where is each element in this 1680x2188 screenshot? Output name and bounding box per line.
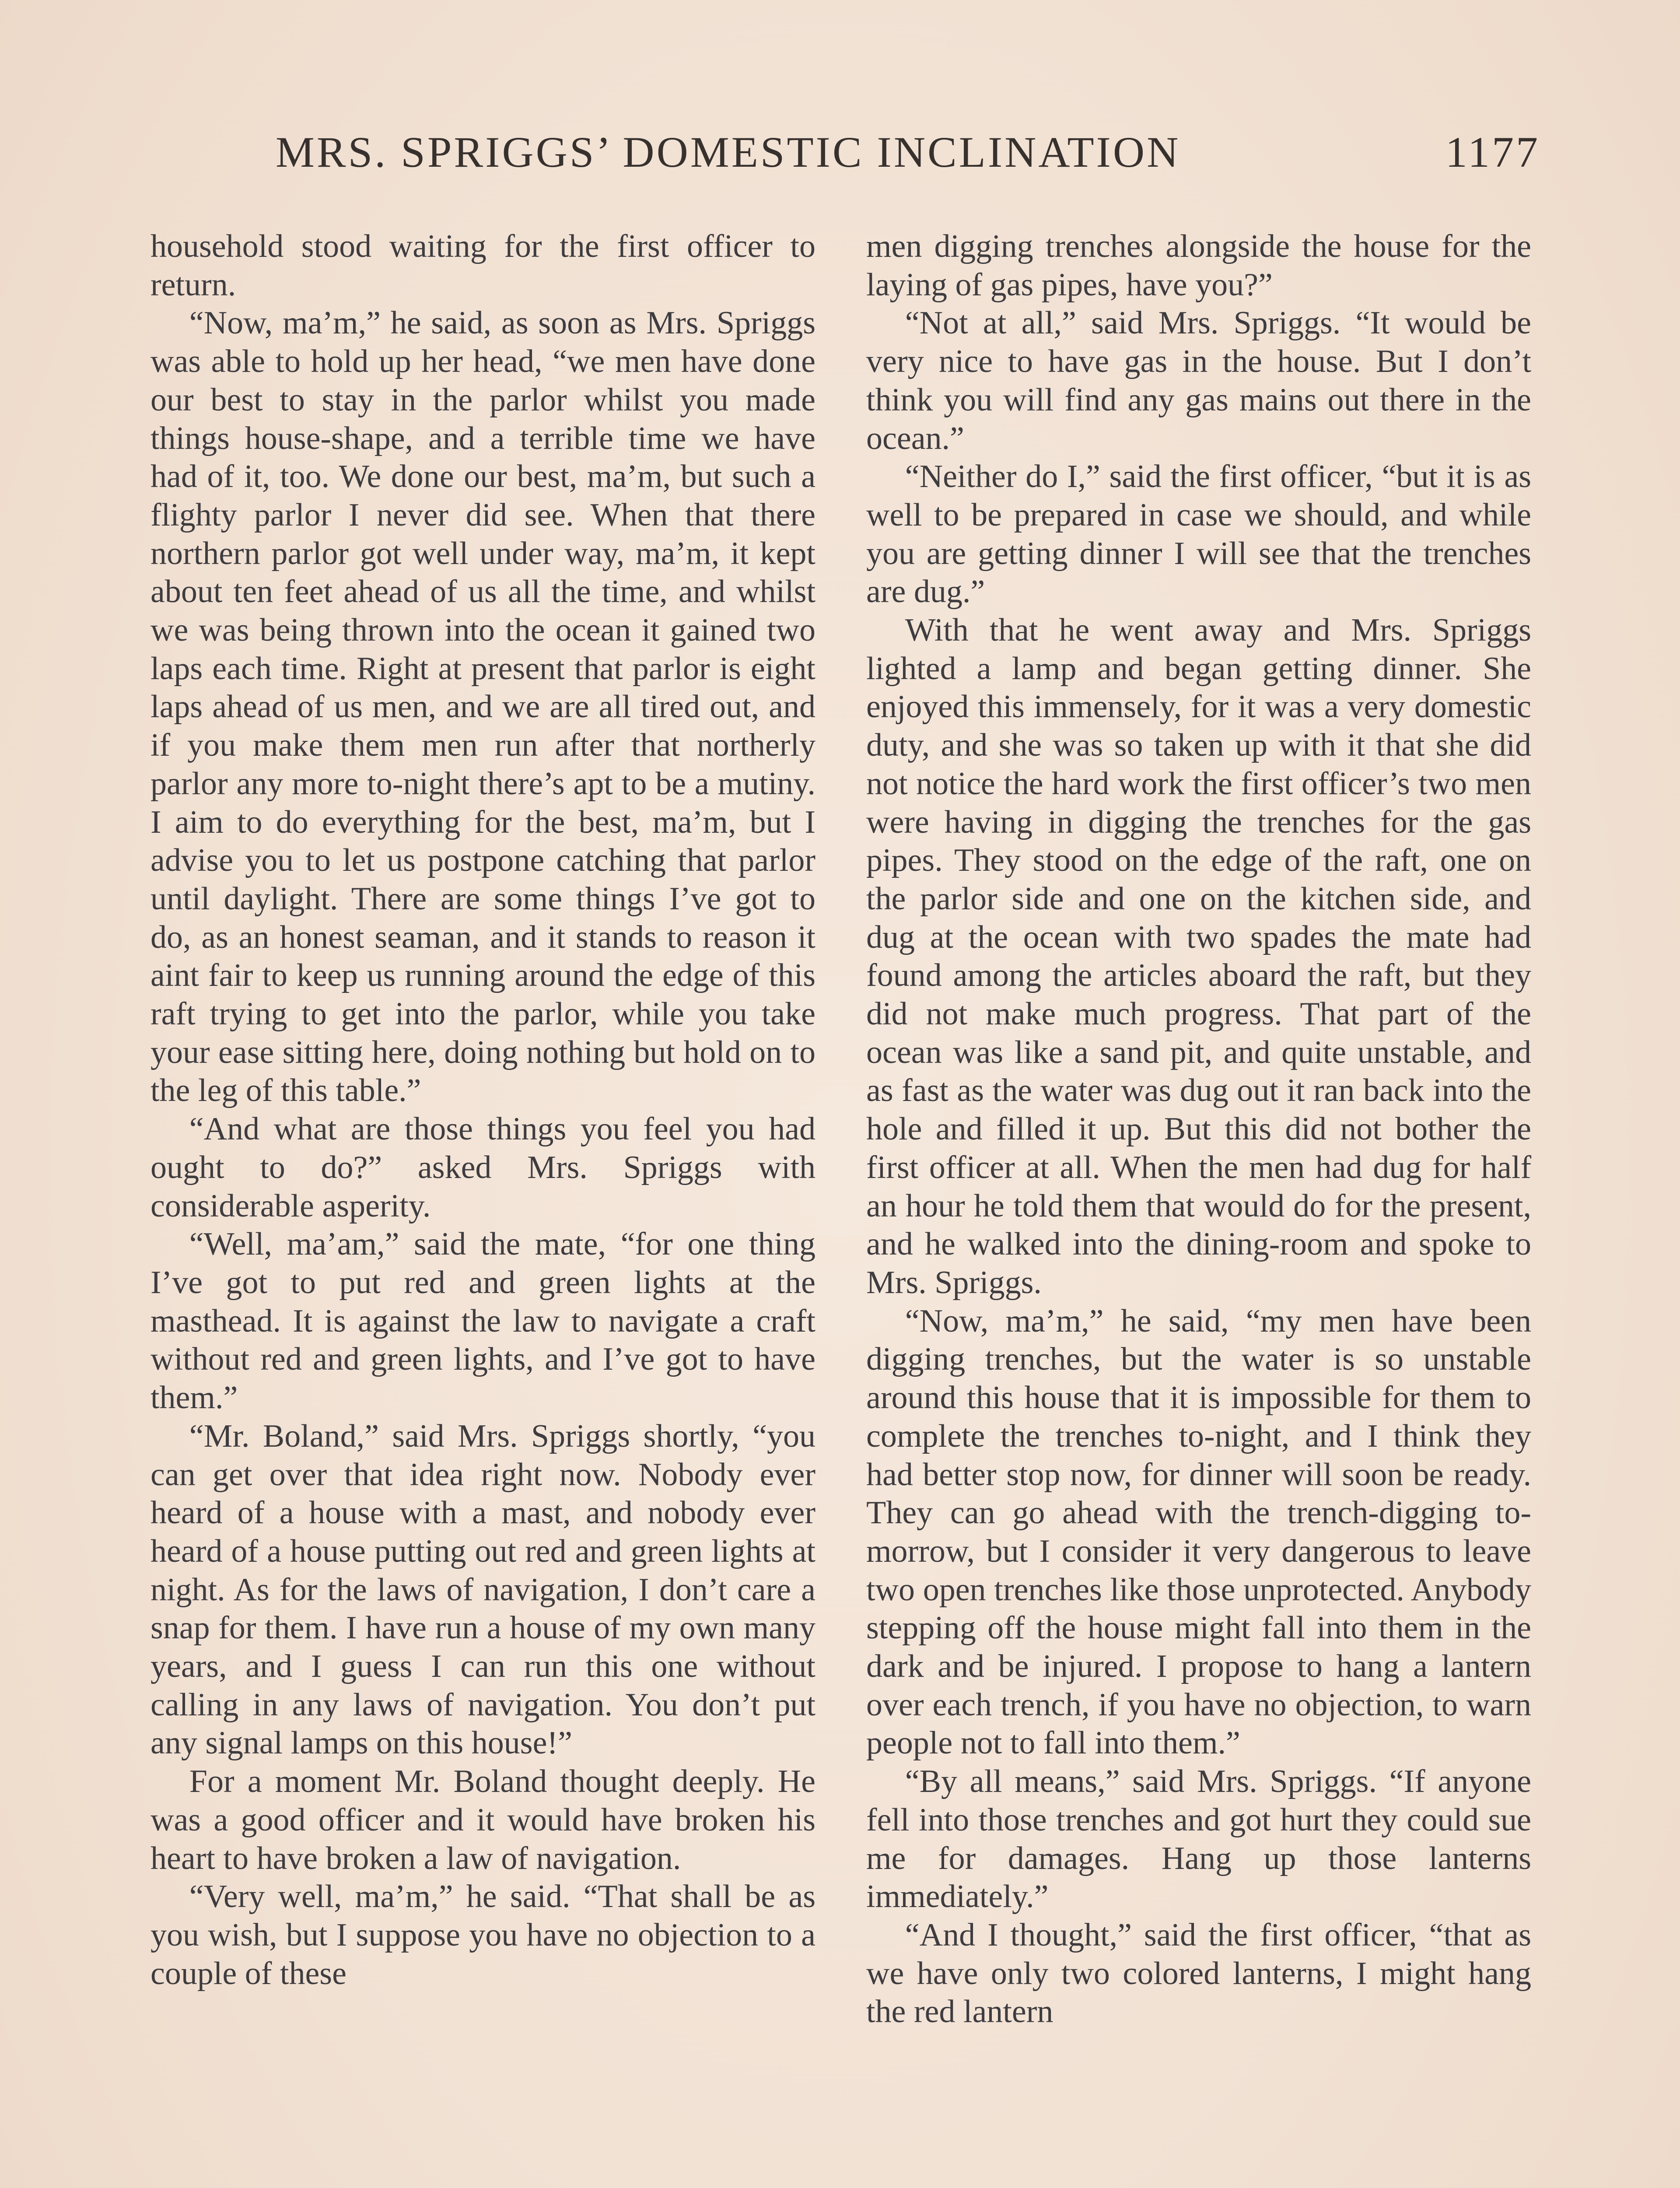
paragraph: “Now, ma’m,” he said, “my men have been digging trenches, but the water is so unstable around this house that it is impossible for them to complete the trenches to-night, and I think they had better stop now, for dinner will soon be ready. They can go ahead with the trench-digging to-morrow, but I consider it very dangerous to leave two open trenches like those unprotected. Anybody stepping off the house might fall into them in the dark and be injured. I propose to hang a lantern over each trench, if you have no objection, to warn people not to fall into them.” xyxy=(866,1303,1531,1761)
paragraph: “Mr. Boland,” said Mrs. Spriggs shortly, “you can get over that idea right now. Nobody ever heard of a house with a mast, and nobody ever heard of a house putting out red and green lights at night. As for the laws of navigation, I don’t care a snap for them. I have run a house of my own many years, and I guess I can run this one without calling in any laws of navigation. You don’t put any signal lamps on this house!” xyxy=(150,1418,816,1761)
paragraph: “Very well, ma’m,” he said. “That shall be as you wish, but I suppose you have no objection to a couple of these xyxy=(150,1879,816,1992)
paragraph: “And what are those things you feel you had ought to do?” asked Mrs. Spriggs with considerable asperity. xyxy=(150,1111,816,1224)
paragraph: “Now, ma’m,” he said, as soon as Mrs. Spriggs was able to hold up her head, “we men have done our best to stay in the parlor whilst you made things house-shape, and a terrible time we have had of it, too. We done our best, ma’m, but such a flighty parlor I never did see. When that there northern parlor got well under way, ma’m, it kept about ten feet ahead of us all the time, and whilst we was being thrown into the ocean it gained two laps each time. Right at present that parlor is eight laps ahead of us men, and we are all tired out, and if you make them men run after that northerly parlor any more to-night there’s apt to be a mutiny. I aim to do everything for the best, ma’m, but I advise you to let us postpone catching that parlor until daylight. There are some things I’ve got to do, as an honest seaman, and it stands to reason it aint fair to keep us running around the edge of this raft trying to get into the parlor, while you take your ease sitting here, doing nothing but hold on to the leg of this table.” xyxy=(150,305,816,1109)
paragraph: “And I thought,” said the first officer, “that as we have only two colored lanterns, I might hang the red lantern xyxy=(866,1917,1531,2030)
paragraph: For a moment Mr. Boland thought deeply. He was a good officer and it would have broken his heart to have broken a law of navigation. xyxy=(150,1764,816,1876)
paragraph: men digging trenches alongside the house for the laying of gas pipes, have you?” xyxy=(866,228,1531,303)
page-number: 1177 xyxy=(1445,128,1540,176)
page-header xyxy=(276,127,1540,177)
paragraph: household stood waiting for the first officer to return. xyxy=(150,228,816,303)
paragraph: With that he went away and Mrs. Spriggs lighted a lamp and began getting dinner. She enjoyed this immensely, for it was a very domestic duty, and she was so taken up with it that she did not notice the hard work the first officer’s two men were having in digging the trenches for the gas pipes. They stood on the edge of the raft, one on the parlor side and one on the kitchen side, and dug at the ocean with two spades the mate had found among the articles aboard the raft, but they did not make much progress. That part of the ocean was like a sand pit, and quite unstable, and as fast as the water was dug out it ran back into the hole and filled it up. But this did not bother the first officer at all. When the men had dug for half an hour he told them that would do for the present, and he walked into the dining-room and spoke to Mrs. Spriggs. xyxy=(866,612,1531,1301)
paragraph: “Well, ma’am,” said the mate, “for one thing I’ve got to put red and green lights at the masthead. It is against the law to navigate a craft without red and green lights, and I’ve got to have them.” xyxy=(150,1226,816,1416)
text-column-right xyxy=(866,228,1531,2031)
paragraph: “Not at all,” said Mrs. Spriggs. “It would be very nice to have gas in the house. But I don’t think you will find any gas mains out there in the ocean.” xyxy=(866,305,1531,456)
paragraph: “By all means,” said Mrs. Spriggs. “If anyone fell into those trenches and got hurt they could sue me for damages. Hang up those lanterns immediately.” xyxy=(866,1764,1531,1915)
running-title: MRS. SPRIGGS’ DOMESTIC INCLINATION xyxy=(276,128,1181,176)
paragraph: “Neither do I,” said the first officer, “but it is as well to be prepared in case we should, and while you are getting dinner I will see that the trenches are dug.” xyxy=(866,459,1531,610)
text-column-left xyxy=(150,228,816,1993)
